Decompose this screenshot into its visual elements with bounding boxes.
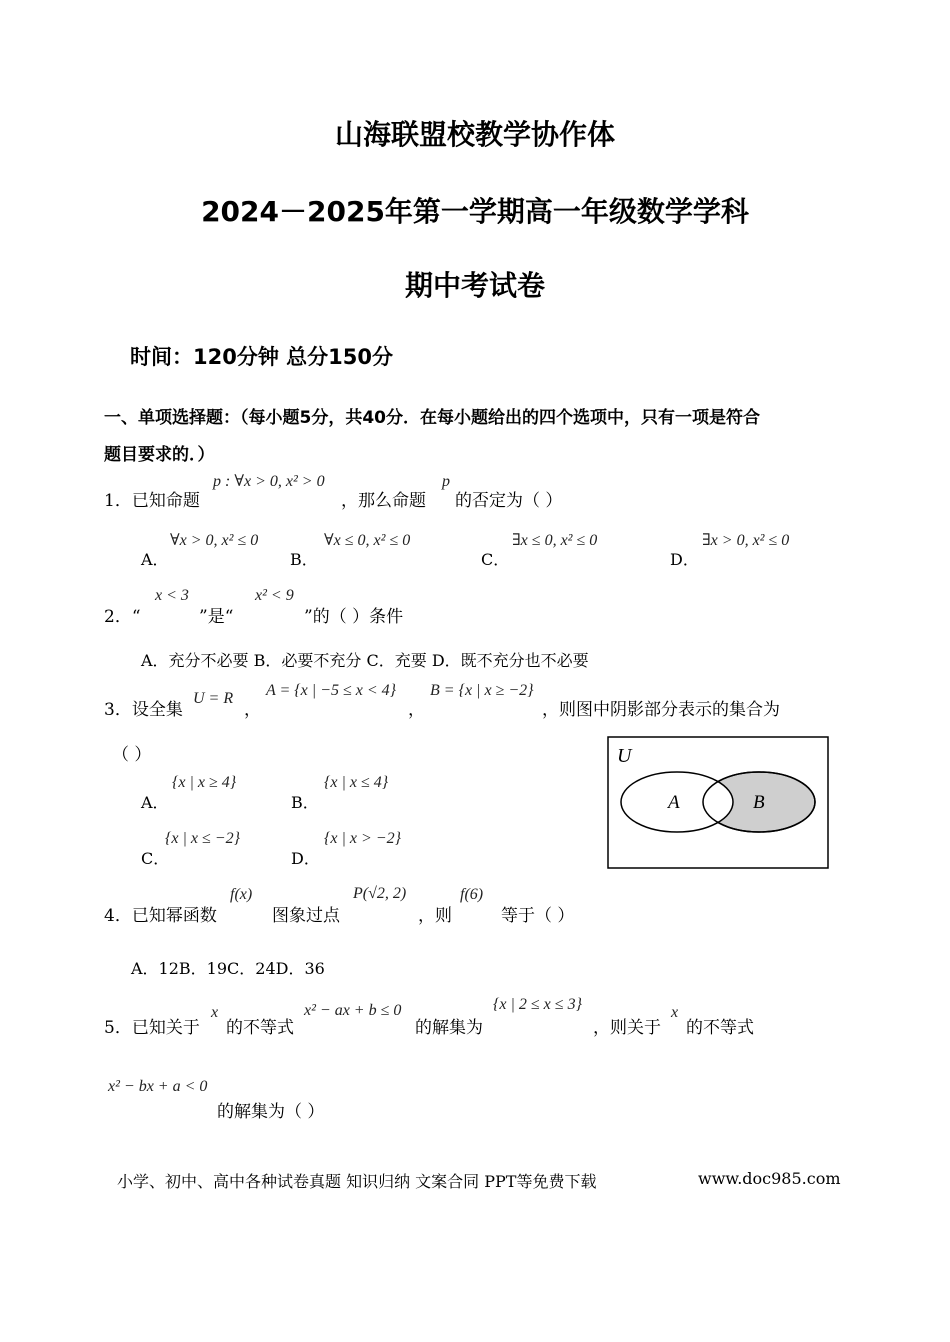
q4-function: f(x) bbox=[230, 886, 253, 903]
q5-var-x: x bbox=[211, 1004, 219, 1021]
q3-option-b-expr: {x | x ≤ 4} bbox=[324, 774, 389, 791]
q1-option-a-label: A． bbox=[141, 550, 169, 569]
section-heading-line1: 一、单项选择题：（每小题5分，共40分．在每小题给出的四个选项中，只有一项是符合 bbox=[104, 408, 760, 428]
q3-set-b: B = {x | x ≥ −2} bbox=[430, 682, 534, 699]
q3-prefix: 3．设全集 bbox=[104, 700, 183, 720]
q1-option-d-expr: ∃x > 0, x² ≤ 0 bbox=[702, 532, 790, 549]
q1-option-b-label: B． bbox=[290, 550, 318, 569]
q1-p: p bbox=[442, 473, 450, 490]
q4-mid2: ，则 bbox=[418, 906, 452, 926]
q3-set-a: A = {x | −5 ≤ x < 4} bbox=[266, 682, 397, 699]
q5-mid1: 的不等式 bbox=[226, 1018, 294, 1038]
q2-options: A．充分不必要 B．必要不充分 C．充要 D．既不充分也不必要 bbox=[141, 651, 589, 670]
q2-suffix: ”的（ ）条件 bbox=[304, 607, 404, 627]
q1-option-d-label: D． bbox=[670, 550, 699, 569]
q4-suffix: 等于（ ） bbox=[501, 906, 575, 926]
q3-option-d-label: D． bbox=[291, 849, 320, 868]
q4-point: P(√2, 2) bbox=[353, 885, 407, 902]
q3-suffix: ，则图中阴影部分表示的集合为 bbox=[542, 700, 780, 720]
q2-mid: ”是“ bbox=[199, 607, 234, 627]
time-score-info: 时间：120分钟 总分150分 bbox=[130, 345, 393, 369]
q3-sep2: ， bbox=[408, 700, 425, 720]
q2-expr2: x² < 9 bbox=[255, 587, 294, 604]
q4-options: A．12B．19C．24D．36 bbox=[131, 959, 325, 978]
q3-option-a-expr: {x | x ≥ 4} bbox=[172, 774, 237, 791]
q3-option-a-label: A． bbox=[141, 793, 169, 812]
q3-option-d-expr: {x | x > −2} bbox=[324, 830, 401, 847]
q3-sep1: ， bbox=[244, 700, 261, 720]
q5-mid3: ，则关于 bbox=[593, 1018, 661, 1038]
q3-universe: U = R bbox=[193, 690, 234, 707]
q1-option-b-expr: ∀x ≤ 0, x² ≤ 0 bbox=[324, 532, 411, 549]
exam-title-line3: 期中考试卷 bbox=[404, 269, 545, 302]
q5-var-x2: x bbox=[671, 1004, 679, 1021]
q5-prefix: 5．已知关于 bbox=[104, 1018, 200, 1038]
q3-answer-paren: （ ） bbox=[112, 745, 152, 765]
q2-prefix: 2．“ bbox=[104, 607, 141, 627]
q1-prefix: 1．已知命题 bbox=[104, 491, 200, 511]
venn-label-a: A bbox=[668, 792, 680, 813]
footer-website-link[interactable]: www.doc985.com bbox=[698, 1169, 841, 1188]
q2-expr1: x < 3 bbox=[155, 587, 189, 604]
q3-option-c-expr: {x | x ≤ −2} bbox=[165, 830, 240, 847]
q4-f6: f(6) bbox=[460, 886, 484, 903]
exam-title-line2: 2024－2025年第一学期高一年级数学学科 bbox=[201, 195, 749, 228]
q5-solution-set: {x | 2 ≤ x ≤ 3} bbox=[493, 996, 582, 1013]
q5-suffix: 的解集为（ ） bbox=[217, 1102, 325, 1122]
q4-prefix: 4．已知幂函数 bbox=[104, 906, 217, 926]
q3-option-c-label: C． bbox=[141, 849, 170, 868]
q5-inequality2: x² − bx + a < 0 bbox=[108, 1078, 208, 1095]
q5-inequality: x² − ax + b ≤ 0 bbox=[304, 1002, 402, 1019]
q4-mid1: 图象过点 bbox=[272, 906, 340, 926]
q1-option-c-label: C． bbox=[481, 550, 510, 569]
footer-text: 小学、初中、高中各种试卷真题 知识归纳 文案合同 PPT等免费下载 bbox=[117, 1172, 597, 1191]
q1-mid: ，那么命题 bbox=[341, 491, 426, 511]
venn-diagram bbox=[607, 736, 830, 870]
venn-label-u: U bbox=[617, 745, 632, 767]
section-heading-line2: 题目要求的．） bbox=[104, 445, 215, 465]
q1-option-c-expr: ∃x ≤ 0, x² ≤ 0 bbox=[512, 532, 598, 549]
venn-label-b: B bbox=[753, 792, 765, 813]
q1-proposition: p : ∀x > 0, x² > 0 bbox=[213, 473, 325, 490]
q3-option-b-label: B． bbox=[291, 793, 319, 812]
exam-title-line1: 山海联盟校教学协作体 bbox=[334, 118, 615, 151]
q1-suffix: 的否定为（ ） bbox=[455, 491, 563, 511]
q5-mid2: 的解集为 bbox=[415, 1018, 483, 1038]
q5-mid4: 的不等式 bbox=[686, 1018, 754, 1038]
q1-option-a-expr: ∀x > 0, x² ≤ 0 bbox=[170, 532, 259, 549]
